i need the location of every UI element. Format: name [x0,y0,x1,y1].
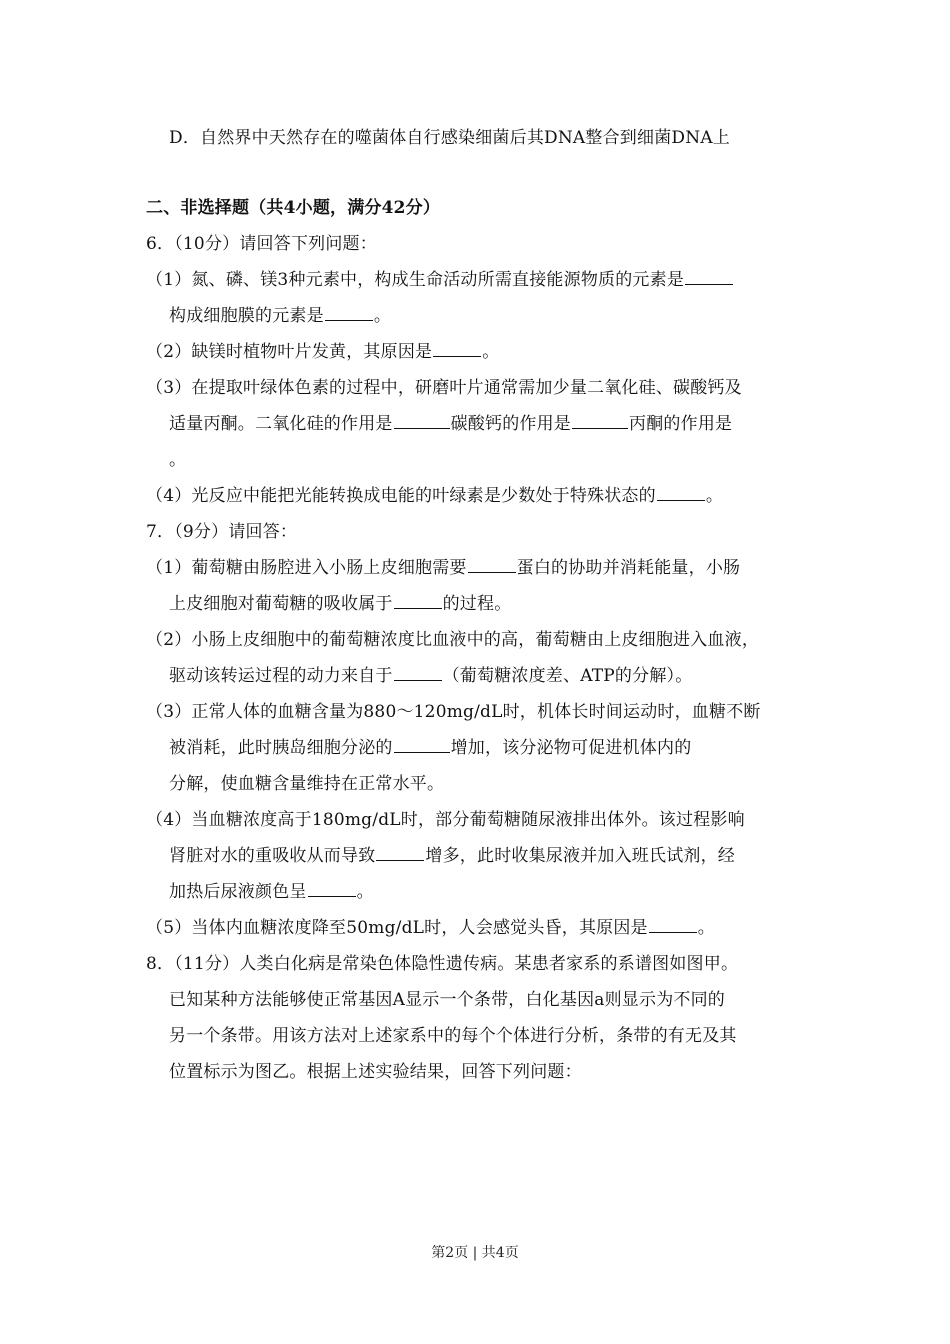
q7-part4-line3 [169,880,374,904]
q7-part1-text4: 的过程。 [442,594,512,614]
q7-part1-text2: 蛋白的协助并消耗能量，小肠 [516,558,741,578]
q7-part3-line2 [169,736,691,760]
answer-blank [325,304,373,321]
answer-blank [394,592,442,609]
q8-line2: 已知某种方法能够使正常基因A显示一个条带，白化基因a则显示为不同的 [169,990,726,1010]
q7-part2-line2 [169,664,692,688]
q6-part3-line3: 。 [169,450,187,470]
answer-blank [657,484,705,501]
answer-blank [394,412,450,429]
q6-part3-line2 [169,412,732,436]
answer-blank [685,268,733,285]
answer-blank [394,664,442,681]
q7-part2-line1: （2）小肠上皮细胞中的葡萄糖浓度比血液中的高，葡萄糖由上皮细胞进入血液， [146,630,760,650]
q6-part1-line1 [146,268,734,292]
answer-blank [394,736,450,753]
q8-line3: 另一个条带。用该方法对上述家系中的每个个体进行分析，条带的有无及其 [169,1026,737,1046]
q6-part1-text2: 构成细胞膜的元素是 [169,306,324,326]
q7-part5-text: （5）当体内血糖浓度降至50mg/dL时，人会感觉头昏，其原因是 [146,918,648,938]
q7-stem: 7．（9分）请回答： [146,522,298,542]
q7-part2-text2: （葡萄糖浓度差、ATP的分解）。 [442,666,693,686]
q6-part1-text: （1）氮、磷、镁3种元素中，构成生命活动所需直接能源物质的元素是 [146,270,685,290]
q7-part5 [146,916,715,940]
answer-blank [468,556,516,573]
q6-part3-text3: 丙酮的作用是 [629,414,733,434]
page-footer: 第2页 | 共4页 [431,1245,519,1261]
answer-blank [376,844,424,861]
answer-blank [572,412,628,429]
q7-part1-line1 [146,556,740,580]
q6-part1-line2 [169,304,391,328]
answer-blank [433,340,481,357]
q7-part4-text3: 加热后尿液颜色呈 [169,882,307,902]
answer-blank [308,880,356,897]
q6-part2 [146,340,499,364]
q7-part3-line1: （3）正常人体的血糖含量为880～120mg/dL时，机体长时间运动时，血糖不断 [146,702,761,722]
punct: 。 [697,918,715,938]
option-d: D．自然界中天然存在的噬菌体自行感染细菌后其DNA整合到细菌DNA上 [169,128,730,148]
section-heading: 二、非选择题（共4小题，满分42分） [146,198,441,218]
q7-part4-text: 肾脏对水的重吸收从而导致 [169,846,376,866]
q7-part1-text3: 上皮细胞对葡萄糖的吸收属于 [169,594,393,614]
q6-part2-text: （2）缺镁时植物叶片发黄，其原因是 [146,342,433,362]
q8-line1: 8．（11分）人类白化病是常染色体隐性遗传病。某患者家系的系谱图如图甲。 [146,954,739,974]
q6-part3-line1: （3）在提取叶绿体色素的过程中，研磨叶片通常需加少量二氧化硅、碳酸钙及 [146,378,742,398]
q6-part3-text1: 适量丙酮。二氧化硅的作用是 [169,414,393,434]
q7-part4-line2 [169,844,735,868]
q7-part3-text2: 增加，该分泌物可促进机体内的 [450,738,692,758]
answer-blank [649,916,697,933]
q7-part4-line1: （4）当血糖浓度高于180mg/dL时，部分葡萄糖随尿液排出体外。该过程影响 [146,810,745,830]
q6-part3-text2: 碳酸钙的作用是 [450,414,572,434]
punct: 。 [373,306,392,326]
q6-stem: 6．（10分）请回答下列问题： [146,234,377,254]
punct: 。 [705,486,724,506]
q7-part3-line3: 分解，使血糖含量维持在正常水平。 [169,774,445,794]
q6-part4-text: （4）光反应中能把光能转换成电能的叶绿素是少数处于特殊状态的 [146,486,656,506]
q8-line4: 位置标示为图乙。根据上述实验结果，回答下列问题： [169,1062,582,1082]
q6-part4 [146,484,723,508]
q7-part4-text2: 增多，此时收集尿液并加入班氏试剂，经 [425,846,736,866]
q7-part1-text: （1）葡萄糖由肠腔进入小肠上皮细胞需要 [146,558,467,578]
punct: 。 [356,882,374,902]
q7-part3-text: 被消耗，此时胰岛细胞分泌的 [169,738,393,758]
q7-part1-line2 [169,592,511,616]
punct: 。 [482,342,500,362]
q7-part2-text: 驱动该转运过程的动力来自于 [169,666,393,686]
